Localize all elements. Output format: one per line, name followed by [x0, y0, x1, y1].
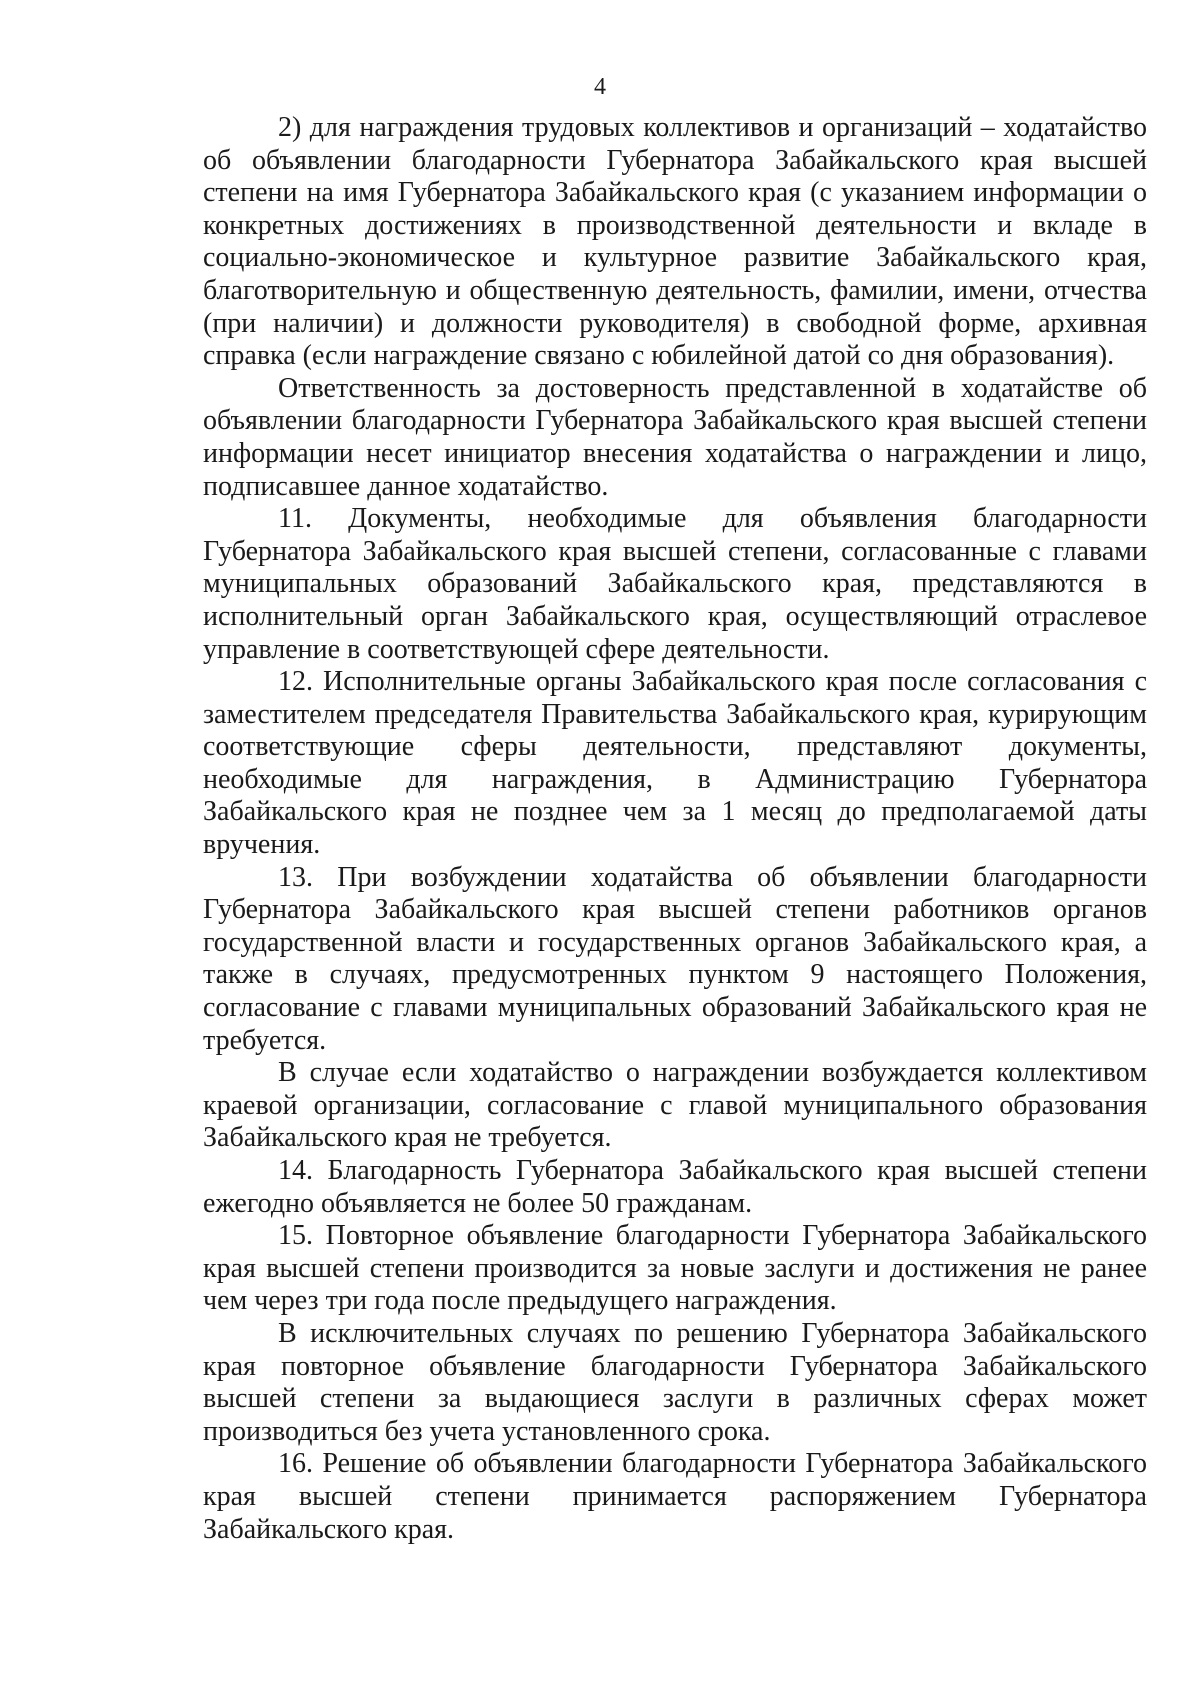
paragraph-12: 12. Исполнительные органы Забайкальского края после согласования с заместителем председателя Правительства Забайкальского края, курирующим соответствующие сферы деятельности, представляют документы, необходимые для награждения, в Администрацию Губернатора Забайкальского края не позднее чем за 1 месяц до предполагаемой даты вручения.	[203, 666, 1147, 861]
paragraph-13-collective: В случае если ходатайство о награждении возбуждается коллективом краевой организации, согласование с главой муниципального образования Забайкальского края не требуется.	[203, 1057, 1147, 1154]
paragraph-16: 16. Решение об объявлении благодарности Губернатора Забайкальского края высшей степени принимается распоряжением Губернатора Забайкальского края.	[203, 1448, 1147, 1545]
paragraph-15-exceptional: В исключительных случаях по решению Губернатора Забайкальского края повторное объявление благодарности Губернатора Забайкальского высшей степени за выдающиеся заслуги в различных сферах может производиться без учета установленного срока.	[203, 1317, 1147, 1447]
page-number: 4	[594, 74, 606, 100]
paragraph-15: 15. Повторное объявление благодарности Губернатора Забайкальского края высшей степени производится за новые заслуги и достижения не ранее чем через три года после предыдущего награждения.	[203, 1220, 1147, 1317]
paragraph-item-2-requirements: 2) для награждения трудовых коллективов и организаций – ходатайство об объявлении благодарности Губернатора Забайкальского края высшей степени на имя Губернатора Забайкальского края (с указанием информации о конкретных достижениях в производственной деятельности и вкладе в социально-экономическое и культурное развитие Забайкальского края, благотворительную и общественную деятельность, фамилии, имени, отчества (при наличии) и должности руководителя) в свободной форме, архивная справка (если награждение связано с юбилейной датой со дня образования).	[203, 112, 1147, 372]
paragraph-11: 11. Документы, необходимые для объявления благодарности Губернатора Забайкальского края высшей степени, согласованные с главами муниципальных образований Забайкальского края, представляются в исполнительный орган Забайкальского края, осуществляющий отраслевое управление в соответствующей сфере деятельности.	[203, 503, 1147, 665]
paragraph-13: 13. При возбуждении ходатайства об объявлении благодарности Губернатора Забайкальского края высшей степени работников органов государственной власти и государственных органов Забайкальского края, а также в случаях, предусмотренных пунктом 9 настоящего Положения, согласование с главами муниципальных образований Забайкальского края не требуется.	[203, 861, 1147, 1056]
paragraph-14: 14. Благодарность Губернатора Забайкальского края высшей степени ежегодно объявляется не более 50 гражданам.	[203, 1155, 1147, 1219]
paragraph-responsibility: Ответственность за достоверность представленной в ходатайстве об объявлении благодарности Губернатора Забайкальского края высшей степени информации несет инициатор внесения ходатайства о награждении и лицо, подписавшее данное ходатайство.	[203, 372, 1147, 502]
document-body	[203, 112, 1147, 1546]
